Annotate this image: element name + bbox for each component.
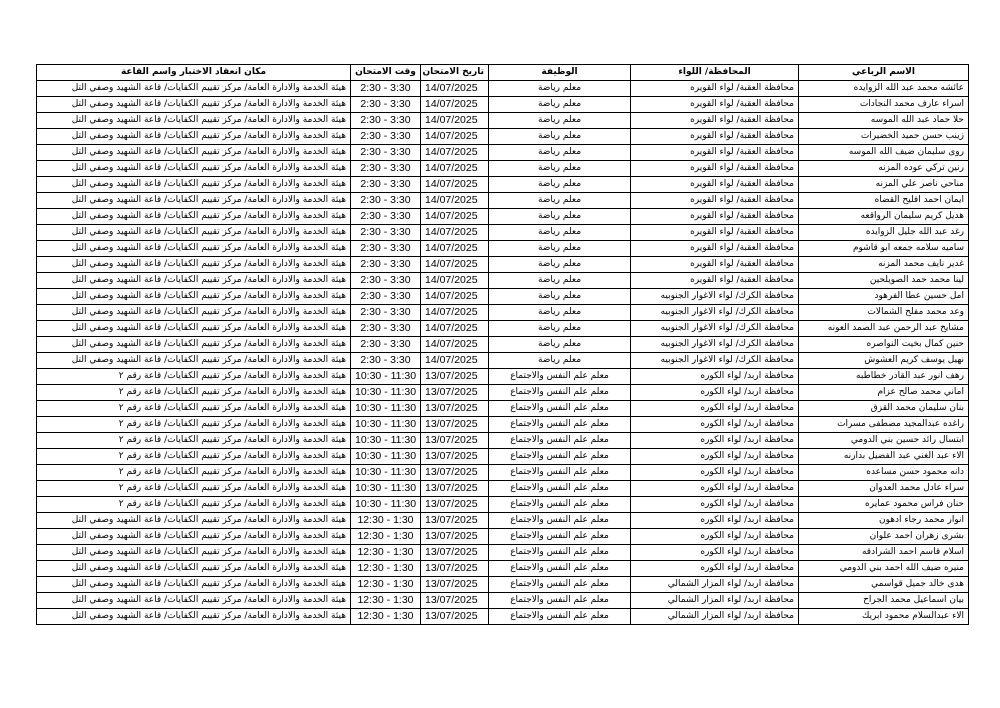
cell-date: 14/07/2025 <box>421 257 489 273</box>
exam-schedule-sheet <box>36 64 968 625</box>
cell-job: معلم رياضة <box>489 353 631 369</box>
cell-governorate: محافظة العقبة/ لواء القويره <box>631 97 799 113</box>
cell-governorate: محافظة العقبة/ لواء القويره <box>631 129 799 145</box>
cell-date: 14/07/2025 <box>421 337 489 353</box>
cell-governorate: محافظة اربد/ لواء المزار الشمالي <box>631 593 799 609</box>
cell-place: هيئة الخدمة والادارة العامة/ مركز تقييم الكفايات/ قاعة رقم ٢ <box>37 369 351 385</box>
cell-date: 14/07/2025 <box>421 209 489 225</box>
exam-schedule-table <box>36 64 969 625</box>
cell-date: 14/07/2025 <box>421 81 489 97</box>
header-date: تاريخ الامتحان <box>421 65 489 81</box>
cell-date: 13/07/2025 <box>421 449 489 465</box>
cell-time: 2:30 - 3:30 <box>351 321 421 337</box>
cell-time: 10:30 - 11:30 <box>351 417 421 433</box>
cell-governorate: محافظة العقبة/ لواء القويره <box>631 145 799 161</box>
cell-governorate: محافظة العقبة/ لواء القويره <box>631 161 799 177</box>
cell-place: هيئة الخدمة والادارة العامة/ مركز تقييم الكفايات/ قاعة الشهيد وصفي التل <box>37 561 351 577</box>
cell-time: 10:30 - 11:30 <box>351 465 421 481</box>
cell-governorate: محافظة اربد/ لواء الكوره <box>631 465 799 481</box>
cell-name: رهف انور عبد القادر خطاطبه <box>799 369 969 385</box>
cell-job: معلم علم النفس والاجتماع <box>489 545 631 561</box>
cell-place: هيئة الخدمة والادارة العامة/ مركز تقييم الكفايات/ قاعة الشهيد وصفي التل <box>37 161 351 177</box>
cell-date: 13/07/2025 <box>421 401 489 417</box>
cell-governorate: محافظة العقبة/ لواء القويره <box>631 81 799 97</box>
cell-name: ايمان احمد افليح القضاه <box>799 193 969 209</box>
table-row <box>37 129 969 145</box>
table-row <box>37 113 969 129</box>
cell-date: 13/07/2025 <box>421 593 489 609</box>
cell-job: معلم رياضة <box>489 113 631 129</box>
cell-place: هيئة الخدمة والادارة العامة/ مركز تقييم الكفايات/ قاعة الشهيد وصفي التل <box>37 545 351 561</box>
header-name: الاسم الرباعي <box>799 65 969 81</box>
cell-job: معلم علم النفس والاجتماع <box>489 401 631 417</box>
cell-place: هيئة الخدمة والادارة العامة/ مركز تقييم الكفايات/ قاعة رقم ٢ <box>37 385 351 401</box>
table-row <box>37 353 969 369</box>
table-row <box>37 321 969 337</box>
cell-time: 2:30 - 3:30 <box>351 129 421 145</box>
cell-date: 13/07/2025 <box>421 369 489 385</box>
table-row <box>37 161 969 177</box>
cell-job: معلم علم النفس والاجتماع <box>489 385 631 401</box>
cell-name: حنين كمال بخيت النواصره <box>799 337 969 353</box>
cell-name: روى سليمان ضيف الله الموسه <box>799 145 969 161</box>
cell-time: 2:30 - 3:30 <box>351 353 421 369</box>
cell-name: مشايخ عبد الرحمن عبد الصمد العونه <box>799 321 969 337</box>
cell-date: 13/07/2025 <box>421 513 489 529</box>
cell-job: معلم علم النفس والاجتماع <box>489 433 631 449</box>
table-row <box>37 449 969 465</box>
cell-place: هيئة الخدمة والادارة العامة/ مركز تقييم الكفايات/ قاعة رقم ٢ <box>37 497 351 513</box>
cell-time: 2:30 - 3:30 <box>351 113 421 129</box>
cell-place: هيئة الخدمة والادارة العامة/ مركز تقييم الكفايات/ قاعة رقم ٢ <box>37 401 351 417</box>
cell-time: 2:30 - 3:30 <box>351 273 421 289</box>
cell-place: هيئة الخدمة والادارة العامة/ مركز تقييم الكفايات/ قاعة رقم ٢ <box>37 465 351 481</box>
table-row <box>37 497 969 513</box>
table-row <box>37 465 969 481</box>
cell-time: 10:30 - 11:30 <box>351 497 421 513</box>
table-row <box>37 593 969 609</box>
cell-job: معلم علم النفس والاجتماع <box>489 465 631 481</box>
cell-governorate: محافظة العقبة/ لواء القويره <box>631 177 799 193</box>
cell-governorate: محافظة العقبة/ لواء القويره <box>631 225 799 241</box>
cell-name: انوار محمد رجاء ادهون <box>799 513 969 529</box>
cell-date: 13/07/2025 <box>421 433 489 449</box>
cell-governorate: محافظة العقبة/ لواء القويره <box>631 257 799 273</box>
cell-time: 2:30 - 3:30 <box>351 257 421 273</box>
cell-governorate: محافظة العقبة/ لواء القويره <box>631 113 799 129</box>
table-row <box>37 97 969 113</box>
cell-job: معلم علم النفس والاجتماع <box>489 593 631 609</box>
header-row <box>37 65 969 81</box>
cell-time: 2:30 - 3:30 <box>351 97 421 113</box>
cell-governorate: محافظة اربد/ لواء الكوره <box>631 417 799 433</box>
header-place: مكان انعقاد الاختبار واسم القاعة <box>37 65 351 81</box>
cell-job: معلم علم النفس والاجتماع <box>489 449 631 465</box>
cell-job: معلم رياضة <box>489 161 631 177</box>
table-row <box>37 545 969 561</box>
cell-place: هيئة الخدمة والادارة العامة/ مركز تقييم الكفايات/ قاعة الشهيد وصفي التل <box>37 321 351 337</box>
cell-name: اسراء عارف محمد النجادات <box>799 97 969 113</box>
cell-name: غدير نايف محمد المزنه <box>799 257 969 273</box>
table-row <box>37 81 969 97</box>
cell-name: وعد محمد مفلح الشمالات <box>799 305 969 321</box>
cell-governorate: محافظة الكرك/ لواء الاغوار الجنوبيه <box>631 321 799 337</box>
table-row <box>37 401 969 417</box>
table-row <box>37 481 969 497</box>
cell-governorate: محافظة اربد/ لواء الكوره <box>631 449 799 465</box>
cell-date: 14/07/2025 <box>421 145 489 161</box>
cell-date: 14/07/2025 <box>421 113 489 129</box>
cell-place: هيئة الخدمة والادارة العامة/ مركز تقييم الكفايات/ قاعة الشهيد وصفي التل <box>37 529 351 545</box>
cell-job: معلم رياضة <box>489 145 631 161</box>
cell-place: هيئة الخدمة والادارة العامة/ مركز تقييم الكفايات/ قاعة الشهيد وصفي التل <box>37 225 351 241</box>
cell-job: معلم رياضة <box>489 129 631 145</box>
table-row <box>37 561 969 577</box>
cell-name: بشرى زهران احمد علوان <box>799 529 969 545</box>
cell-name: راغده عبدالمجيد مصطفى مسرات <box>799 417 969 433</box>
cell-job: معلم علم النفس والاجتماع <box>489 577 631 593</box>
cell-governorate: محافظة العقبة/ لواء القويره <box>631 241 799 257</box>
cell-place: هيئة الخدمة والادارة العامة/ مركز تقييم الكفايات/ قاعة رقم ٢ <box>37 417 351 433</box>
cell-governorate: محافظة اربد/ لواء الكوره <box>631 561 799 577</box>
table-row <box>37 209 969 225</box>
cell-job: معلم رياضة <box>489 305 631 321</box>
cell-time: 2:30 - 3:30 <box>351 177 421 193</box>
cell-date: 13/07/2025 <box>421 481 489 497</box>
cell-time: 2:30 - 3:30 <box>351 225 421 241</box>
cell-name: منيره ضيف الله احمد بني الدومي <box>799 561 969 577</box>
cell-date: 13/07/2025 <box>421 465 489 481</box>
cell-governorate: محافظة اربد/ لواء الكوره <box>631 433 799 449</box>
cell-time: 2:30 - 3:30 <box>351 241 421 257</box>
cell-time: 12:30 - 1:30 <box>351 593 421 609</box>
cell-time: 12:30 - 1:30 <box>351 545 421 561</box>
table-row <box>37 145 969 161</box>
cell-date: 13/07/2025 <box>421 609 489 625</box>
cell-governorate: محافظة الكرك/ لواء الاغوار الجنوبيه <box>631 337 799 353</box>
cell-name: دانه محمود حسن مساعده <box>799 465 969 481</box>
cell-time: 2:30 - 3:30 <box>351 193 421 209</box>
cell-date: 13/07/2025 <box>421 385 489 401</box>
table-row <box>37 385 969 401</box>
cell-date: 13/07/2025 <box>421 545 489 561</box>
cell-job: معلم رياضة <box>489 321 631 337</box>
cell-place: هيئة الخدمة والادارة العامة/ مركز تقييم الكفايات/ قاعة الشهيد وصفي التل <box>37 177 351 193</box>
cell-job: معلم رياضة <box>489 209 631 225</box>
cell-time: 2:30 - 3:30 <box>351 305 421 321</box>
cell-name: الاء عبدالسلام محمود ابريك <box>799 609 969 625</box>
cell-date: 14/07/2025 <box>421 273 489 289</box>
cell-job: معلم علم النفس والاجتماع <box>489 529 631 545</box>
header-job: الوظيفة <box>489 65 631 81</box>
cell-place: هيئة الخدمة والادارة العامة/ مركز تقييم الكفايات/ قاعة الشهيد وصفي التل <box>37 113 351 129</box>
table-row <box>37 177 969 193</box>
cell-job: معلم علم النفس والاجتماع <box>489 417 631 433</box>
cell-date: 14/07/2025 <box>421 289 489 305</box>
cell-time: 2:30 - 3:30 <box>351 81 421 97</box>
cell-governorate: محافظة اربد/ لواء المزار الشمالي <box>631 577 799 593</box>
cell-place: هيئة الخدمة والادارة العامة/ مركز تقييم الكفايات/ قاعة الشهيد وصفي التل <box>37 193 351 209</box>
cell-place: هيئة الخدمة والادارة العامة/ مركز تقييم الكفايات/ قاعة رقم ٢ <box>37 449 351 465</box>
cell-place: هيئة الخدمة والادارة العامة/ مركز تقييم الكفايات/ قاعة الشهيد وصفي التل <box>37 209 351 225</box>
cell-governorate: محافظة اربد/ لواء الكوره <box>631 369 799 385</box>
cell-time: 12:30 - 1:30 <box>351 577 421 593</box>
cell-job: معلم علم النفس والاجتماع <box>489 481 631 497</box>
cell-place: هيئة الخدمة والادارة العامة/ مركز تقييم الكفايات/ قاعة الشهيد وصفي التل <box>37 337 351 353</box>
cell-name: عائشه محمد عبد الله الزوايده <box>799 81 969 97</box>
cell-date: 14/07/2025 <box>421 161 489 177</box>
cell-name: لينا محمد حمد الصويلحين <box>799 273 969 289</box>
cell-name: حلا حماد عبد الله الموسه <box>799 113 969 129</box>
table-row <box>37 257 969 273</box>
cell-name: زينب حسن حميد الخضيرات <box>799 129 969 145</box>
cell-date: 13/07/2025 <box>421 561 489 577</box>
table-row <box>37 417 969 433</box>
cell-date: 13/07/2025 <box>421 417 489 433</box>
cell-governorate: محافظة اربد/ لواء الكوره <box>631 529 799 545</box>
cell-job: معلم رياضة <box>489 241 631 257</box>
cell-governorate: محافظة العقبة/ لواء القويره <box>631 273 799 289</box>
cell-governorate: محافظة الكرك/ لواء الاغوار الجنوبيه <box>631 353 799 369</box>
cell-date: 14/07/2025 <box>421 129 489 145</box>
header-time: وقت الامتحان <box>351 65 421 81</box>
cell-place: هيئة الخدمة والادارة العامة/ مركز تقييم الكفايات/ قاعة رقم ٢ <box>37 433 351 449</box>
cell-job: معلم رياضة <box>489 177 631 193</box>
cell-name: رغد عبد الله جليل الزوايده <box>799 225 969 241</box>
cell-job: معلم علم النفس والاجتماع <box>489 497 631 513</box>
cell-name: اماني محمد صالح عزام <box>799 385 969 401</box>
cell-place: هيئة الخدمة والادارة العامة/ مركز تقييم الكفايات/ قاعة الشهيد وصفي التل <box>37 289 351 305</box>
cell-time: 10:30 - 11:30 <box>351 385 421 401</box>
cell-governorate: محافظة العقبة/ لواء القويره <box>631 193 799 209</box>
cell-place: هيئة الخدمة والادارة العامة/ مركز تقييم الكفايات/ قاعة رقم ٢ <box>37 481 351 497</box>
cell-time: 2:30 - 3:30 <box>351 289 421 305</box>
cell-date: 14/07/2025 <box>421 177 489 193</box>
cell-name: امل حسين عطا الفرهود <box>799 289 969 305</box>
cell-name: بيان اسماعيل محمد الجراح <box>799 593 969 609</box>
cell-place: هيئة الخدمة والادارة العامة/ مركز تقييم الكفايات/ قاعة الشهيد وصفي التل <box>37 129 351 145</box>
cell-time: 2:30 - 3:30 <box>351 337 421 353</box>
cell-name: بنان سليمان محمد القزق <box>799 401 969 417</box>
cell-governorate: محافظة العقبة/ لواء القويره <box>631 209 799 225</box>
cell-time: 2:30 - 3:30 <box>351 145 421 161</box>
cell-job: معلم رياضة <box>489 97 631 113</box>
cell-date: 14/07/2025 <box>421 97 489 113</box>
cell-job: معلم علم النفس والاجتماع <box>489 561 631 577</box>
cell-date: 14/07/2025 <box>421 353 489 369</box>
cell-time: 10:30 - 11:30 <box>351 369 421 385</box>
cell-name: حنان فراس محمود عمايره <box>799 497 969 513</box>
cell-date: 14/07/2025 <box>421 241 489 257</box>
cell-place: هيئة الخدمة والادارة العامة/ مركز تقييم الكفايات/ قاعة الشهيد وصفي التل <box>37 609 351 625</box>
cell-place: هيئة الخدمة والادارة العامة/ مركز تقييم الكفايات/ قاعة الشهيد وصفي التل <box>37 593 351 609</box>
cell-date: 13/07/2025 <box>421 577 489 593</box>
table-row <box>37 241 969 257</box>
table-row <box>37 529 969 545</box>
cell-job: معلم رياضة <box>489 289 631 305</box>
table-row <box>37 193 969 209</box>
cell-time: 12:30 - 1:30 <box>351 609 421 625</box>
cell-governorate: محافظة اربد/ لواء الكوره <box>631 481 799 497</box>
cell-place: هيئة الخدمة والادارة العامة/ مركز تقييم الكفايات/ قاعة الشهيد وصفي التل <box>37 257 351 273</box>
cell-governorate: محافظة اربد/ لواء الكوره <box>631 545 799 561</box>
table-row <box>37 433 969 449</box>
cell-place: هيئة الخدمة والادارة العامة/ مركز تقييم الكفايات/ قاعة الشهيد وصفي التل <box>37 145 351 161</box>
cell-name: مناحي ناصر علي المزنه <box>799 177 969 193</box>
cell-governorate: محافظة اربد/ لواء الكوره <box>631 513 799 529</box>
cell-job: معلم رياضة <box>489 193 631 209</box>
table-row <box>37 225 969 241</box>
cell-place: هيئة الخدمة والادارة العامة/ مركز تقييم الكفايات/ قاعة الشهيد وصفي التل <box>37 577 351 593</box>
cell-place: هيئة الخدمة والادارة العامة/ مركز تقييم الكفايات/ قاعة الشهيد وصفي التل <box>37 241 351 257</box>
cell-job: معلم علم النفس والاجتماع <box>489 513 631 529</box>
cell-governorate: محافظة اربد/ لواء الكوره <box>631 401 799 417</box>
table-row <box>37 369 969 385</box>
cell-job: معلم علم النفس والاجتماع <box>489 609 631 625</box>
cell-job: معلم رياضة <box>489 337 631 353</box>
cell-date: 14/07/2025 <box>421 321 489 337</box>
table-row <box>37 609 969 625</box>
cell-place: هيئة الخدمة والادارة العامة/ مركز تقييم الكفايات/ قاعة الشهيد وصفي التل <box>37 81 351 97</box>
cell-date: 14/07/2025 <box>421 305 489 321</box>
cell-governorate: محافظة الكرك/ لواء الاغوار الجنوبيه <box>631 305 799 321</box>
cell-time: 2:30 - 3:30 <box>351 209 421 225</box>
table-row <box>37 577 969 593</box>
cell-time: 10:30 - 11:30 <box>351 401 421 417</box>
cell-name: هدى خالد جميل قواسمي <box>799 577 969 593</box>
cell-place: هيئة الخدمة والادارة العامة/ مركز تقييم الكفايات/ قاعة الشهيد وصفي التل <box>37 513 351 529</box>
table-row <box>37 337 969 353</box>
cell-name: ابتسال رائد حسين بني الدومي <box>799 433 969 449</box>
cell-time: 12:30 - 1:30 <box>351 561 421 577</box>
cell-time: 10:30 - 11:30 <box>351 449 421 465</box>
cell-job: معلم رياضة <box>489 225 631 241</box>
cell-place: هيئة الخدمة والادارة العامة/ مركز تقييم الكفايات/ قاعة الشهيد وصفي التل <box>37 353 351 369</box>
cell-name: سراء عادل محمد العدوان <box>799 481 969 497</box>
cell-time: 10:30 - 11:30 <box>351 433 421 449</box>
cell-date: 14/07/2025 <box>421 225 489 241</box>
cell-date: 14/07/2025 <box>421 193 489 209</box>
table-body <box>37 81 969 625</box>
cell-name: نهيل يوسف كريم العشوش <box>799 353 969 369</box>
table-row <box>37 273 969 289</box>
cell-place: هيئة الخدمة والادارة العامة/ مركز تقييم الكفايات/ قاعة الشهيد وصفي التل <box>37 305 351 321</box>
header-governorate: المحافظة/ اللواء <box>631 65 799 81</box>
cell-job: معلم رياضة <box>489 257 631 273</box>
cell-name: هديل كريم سليمان الرواقعه <box>799 209 969 225</box>
cell-name: اسلام قاسم احمد الشرادقه <box>799 545 969 561</box>
cell-time: 2:30 - 3:30 <box>351 161 421 177</box>
cell-time: 10:30 - 11:30 <box>351 481 421 497</box>
cell-time: 12:30 - 1:30 <box>351 513 421 529</box>
table-row <box>37 513 969 529</box>
table-row <box>37 305 969 321</box>
cell-name: ساميه سلامه جمعه ابو قاشوم <box>799 241 969 257</box>
cell-place: هيئة الخدمة والادارة العامة/ مركز تقييم الكفايات/ قاعة الشهيد وصفي التل <box>37 97 351 113</box>
cell-time: 12:30 - 1:30 <box>351 529 421 545</box>
cell-name: الاء عبد الغني عبد الفضيل بدارنه <box>799 449 969 465</box>
cell-job: معلم رياضة <box>489 81 631 97</box>
cell-date: 13/07/2025 <box>421 497 489 513</box>
cell-name: رنين تركي عوده المزنه <box>799 161 969 177</box>
cell-governorate: محافظة اربد/ لواء الكوره <box>631 497 799 513</box>
cell-place: هيئة الخدمة والادارة العامة/ مركز تقييم الكفايات/ قاعة الشهيد وصفي التل <box>37 273 351 289</box>
cell-governorate: محافظة اربد/ لواء الكوره <box>631 385 799 401</box>
cell-job: معلم رياضة <box>489 273 631 289</box>
cell-date: 13/07/2025 <box>421 529 489 545</box>
table-row <box>37 289 969 305</box>
cell-governorate: محافظة الكرك/ لواء الاغوار الجنوبيه <box>631 289 799 305</box>
cell-job: معلم علم النفس والاجتماع <box>489 369 631 385</box>
cell-governorate: محافظة اربد/ لواء المزار الشمالي <box>631 609 799 625</box>
